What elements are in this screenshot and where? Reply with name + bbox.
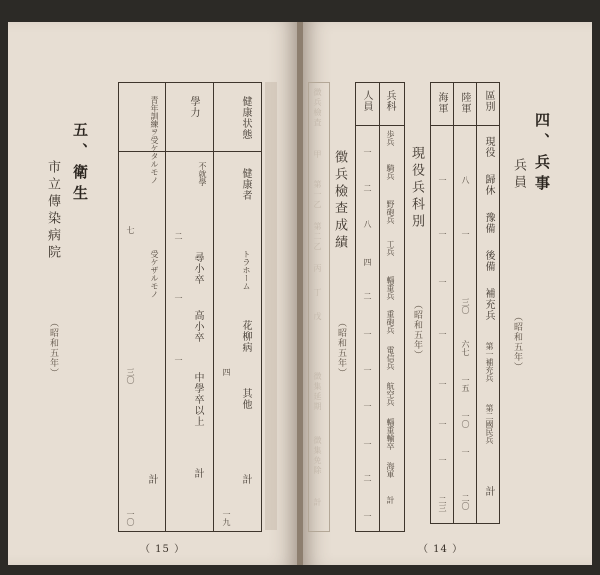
bleed-strip — [265, 82, 277, 530]
ghost-label: 甲 — [313, 150, 322, 160]
t2-value: 二 — [363, 292, 372, 300]
t2-branch: 騎兵 — [386, 164, 395, 180]
t2-branch: 歩兵 — [386, 130, 395, 146]
t3-venereal: 花柳病 — [240, 320, 251, 353]
t3-no-school: 不就學 — [198, 162, 207, 186]
t1-header-col: 區別 — [483, 90, 494, 112]
t2-value: 一 — [363, 330, 372, 338]
subheading-hospital: 市立傳染病院 — [45, 160, 60, 262]
t1-navy-value: 一 — [438, 330, 447, 338]
t2-header-col: 兵科 — [384, 90, 395, 112]
period-note-1: （昭和五年） — [512, 312, 522, 372]
t1-army-value: 二〇 — [461, 494, 470, 510]
t1-col-army: 陸軍 — [459, 92, 470, 114]
ghost-label: 徴集免除 — [313, 436, 322, 476]
t3-primary: 尋小卒 — [192, 252, 203, 285]
t1-army-value: 一 — [461, 230, 470, 238]
t3-not-trained: 受ケザルモノ — [150, 250, 159, 298]
subheading-branches: 現役兵科別 — [409, 146, 424, 231]
t2-branch: 工兵 — [386, 240, 395, 256]
t3-middle: 中學卒以上 — [192, 372, 203, 427]
page-number-14: （ 14 ） — [418, 544, 464, 555]
t1-army-value: 一 — [461, 448, 470, 456]
ghost-label: 第一乙 — [313, 180, 322, 210]
t2-value: 一 — [363, 148, 372, 156]
t3-number: 一〇 — [126, 510, 135, 526]
ghost-label: 丁 — [313, 288, 322, 298]
section-heading-military: 四、兵事 — [533, 112, 551, 196]
t3-number: 一 — [174, 294, 183, 302]
t2-branch: 輜重兵 — [386, 276, 395, 300]
t1-row-total: 計 — [483, 486, 494, 497]
t1-navy-value: 一 — [438, 176, 447, 184]
t2-value: 八 — [363, 220, 372, 228]
t3-row-header-education: 學力 — [188, 96, 199, 118]
t1-navy-value: 一 — [438, 380, 447, 388]
t1-navy-value: 二三 — [438, 496, 447, 512]
t1-row-supplementary: 補充兵 — [483, 288, 494, 321]
t1-army-value: 一五 — [461, 376, 470, 392]
t1-row-reserve: 豫備 — [483, 212, 494, 234]
t2-value: 一 — [363, 402, 372, 410]
t1-col-navy: 海軍 — [436, 92, 447, 114]
t3-trachoma: トラホーム — [242, 250, 251, 290]
t2-branch: 海軍 — [386, 462, 395, 478]
ghost-label: 戊 — [313, 312, 322, 322]
t3-number: 一 — [174, 356, 183, 364]
t3-number: 三〇 — [126, 368, 135, 384]
t2-value: 二 — [363, 474, 372, 482]
t1-army-value: 三〇 — [461, 298, 470, 314]
t2-value: 一 — [363, 512, 372, 520]
t1-army-value: 八 — [461, 176, 470, 184]
t1-row-second-reserve: 後備 — [483, 250, 494, 272]
t3-total-training: 計 — [146, 474, 157, 485]
t3-total-education: 計 — [192, 468, 203, 479]
t1-row-national: 第二國民兵 — [485, 404, 494, 444]
t2-branch: 輜重輸卒 — [386, 418, 395, 450]
period-note-left: （昭和五年） — [48, 318, 58, 378]
t2-value: 四 — [363, 258, 372, 266]
t3-number: 四 — [222, 368, 231, 376]
t2-branch: 電信兵 — [386, 346, 395, 370]
t3-number: 一九 — [222, 510, 231, 526]
t3-youth-training: 青年訓練ヲ受ケタルモノ — [150, 96, 159, 184]
t1-row-active: 現役 — [483, 136, 494, 158]
t3-number: 七 — [126, 226, 135, 234]
t2-row-header: 人員 — [361, 90, 372, 112]
period-note-3: （昭和五年） — [336, 318, 346, 378]
ghost-label: 計 — [313, 498, 322, 508]
ghost-label: 丙 — [313, 264, 322, 274]
t2-value: 一 — [363, 440, 372, 448]
t1-navy-value: 一 — [438, 278, 447, 286]
ghost-label: 徴集延期 — [313, 372, 322, 412]
t3-healthy: 健康者 — [240, 168, 251, 201]
t3-number: 二 — [174, 232, 183, 240]
t3-higher-primary: 高小卒 — [192, 310, 203, 343]
t2-value: 一 — [363, 366, 372, 374]
t2-branch: 重砲兵 — [386, 310, 395, 334]
period-note-2: （昭和五年） — [412, 300, 422, 360]
ghost-label: 第二乙 — [313, 222, 322, 252]
t2-branch: 計 — [386, 496, 395, 504]
table-health-status — [118, 82, 262, 532]
t1-row-first-supp: 第一補充兵 — [485, 342, 494, 382]
t1-row-furlough: 歸休 — [483, 174, 494, 196]
t1-navy-value: 一 — [438, 456, 447, 464]
t3-total-health: 計 — [240, 474, 251, 485]
t2-value: 二 — [363, 184, 372, 192]
ghost-label: 徴兵檢査 — [313, 88, 322, 128]
t1-army-value: 一〇 — [461, 412, 470, 428]
t2-branch: 野砲兵 — [386, 200, 395, 224]
t3-other: 其他 — [240, 388, 251, 410]
section-heading-hygiene: 五、衛生 — [71, 122, 89, 206]
t3-row-header-health: 健康状態 — [240, 96, 251, 140]
t1-army-value: 六七 — [461, 340, 470, 356]
t2-branch: 航空兵 — [386, 382, 395, 406]
page-number-15: （ 15 ） — [140, 544, 186, 555]
subheading-soldiers: 兵員 — [511, 158, 526, 192]
subheading-conscription-exam: 徴兵檢查成績 — [332, 150, 347, 252]
t1-navy-value: 一 — [438, 420, 447, 428]
t1-navy-value: 一 — [438, 230, 447, 238]
